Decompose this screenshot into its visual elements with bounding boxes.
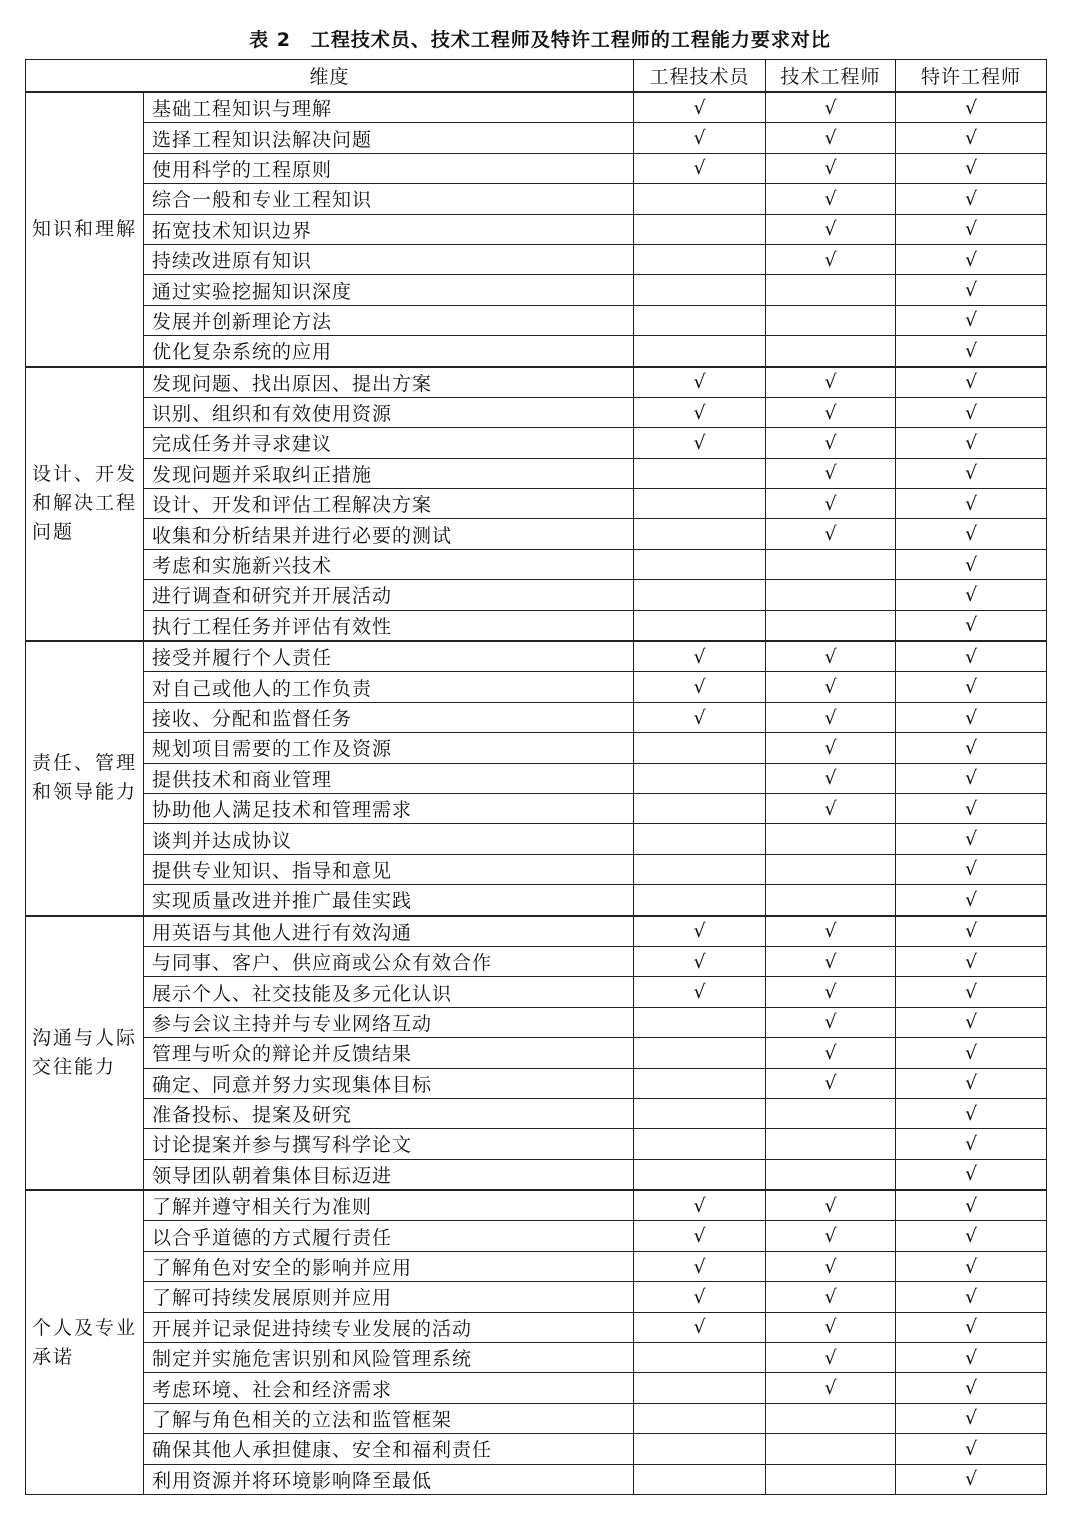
table-row [26,1251,1047,1281]
table-row [26,92,1047,123]
check-mark-chartered-engineer: √ [896,702,1047,732]
empty-cell-technician [634,336,766,367]
empty-cell-incorporated-engineer [766,1159,896,1190]
check-mark-chartered-engineer: √ [896,672,1047,702]
check-mark-incorporated-engineer: √ [766,1190,896,1221]
check-mark-technician: √ [634,672,766,702]
table-row [26,1038,1047,1068]
check-mark-chartered-engineer: √ [896,153,1047,183]
competency-table [25,59,1047,1495]
table-row [26,214,1047,244]
item-label: 考虑和实施新兴技术 [144,549,634,579]
check-mark-technician: √ [634,946,766,976]
item-label: 持续改进原有知识 [144,244,634,274]
check-mark-chartered-engineer: √ [896,489,1047,519]
check-mark-incorporated-engineer: √ [766,1312,896,1342]
check-mark-chartered-engineer: √ [896,1251,1047,1281]
check-mark-incorporated-engineer: √ [766,428,896,458]
empty-cell-incorporated-engineer [766,1434,896,1464]
empty-cell-technician [634,580,766,610]
check-mark-chartered-engineer: √ [896,1129,1047,1159]
check-mark-technician: √ [634,1190,766,1221]
empty-cell-incorporated-engineer [766,610,896,641]
check-mark-technician: √ [634,1251,766,1281]
check-mark-chartered-engineer: √ [896,1098,1047,1128]
check-mark-incorporated-engineer: √ [766,1251,896,1281]
item-label: 发展并创新理论方法 [144,305,634,335]
empty-cell-technician [634,1464,766,1494]
table-row [26,1434,1047,1464]
item-label: 协助他人满足技术和管理需求 [144,793,634,823]
table-row [26,244,1047,274]
check-mark-chartered-engineer: √ [896,916,1047,947]
table-row [26,977,1047,1007]
category-cell: 沟通与人际交往能力 [26,916,144,1191]
check-mark-technician: √ [634,92,766,123]
check-mark-incorporated-engineer: √ [766,1221,896,1251]
check-mark-incorporated-engineer: √ [766,1068,896,1098]
table-row [26,1159,1047,1190]
item-label: 选择工程知识法解决问题 [144,123,634,153]
check-mark-incorporated-engineer: √ [766,1282,896,1312]
empty-cell-technician [634,885,766,916]
empty-cell-incorporated-engineer [766,580,896,610]
table-row [26,1221,1047,1251]
check-mark-chartered-engineer: √ [896,519,1047,549]
empty-cell-incorporated-engineer [766,336,896,367]
table-row [26,702,1047,732]
check-mark-technician: √ [634,1221,766,1251]
table-row [26,610,1047,641]
empty-cell-technician [634,1373,766,1403]
check-mark-incorporated-engineer: √ [766,1373,896,1403]
item-label: 准备投标、提案及研究 [144,1098,634,1128]
empty-cell-incorporated-engineer [766,549,896,579]
table-row [26,123,1047,153]
check-mark-incorporated-engineer: √ [766,733,896,763]
table-body [26,92,1047,1494]
item-label: 参与会议主持并与专业网络互动 [144,1007,634,1037]
item-label: 谈判并达成协议 [144,824,634,854]
check-mark-chartered-engineer: √ [896,305,1047,335]
table-row [26,153,1047,183]
check-mark-chartered-engineer: √ [896,946,1047,976]
check-mark-chartered-engineer: √ [896,610,1047,641]
empty-cell-technician [634,184,766,214]
table-row [26,336,1047,367]
item-label: 对自己或他人的工作负责 [144,672,634,702]
check-mark-incorporated-engineer: √ [766,977,896,1007]
check-mark-chartered-engineer: √ [896,854,1047,884]
table-row [26,916,1047,947]
empty-cell-technician [634,214,766,244]
item-label: 使用科学的工程原则 [144,153,634,183]
check-mark-technician: √ [634,153,766,183]
empty-cell-technician [634,763,766,793]
check-mark-chartered-engineer: √ [896,1403,1047,1433]
check-mark-incorporated-engineer: √ [766,214,896,244]
empty-cell-technician [634,458,766,488]
table-row [26,793,1047,823]
empty-cell-technician [634,275,766,305]
item-label: 提供专业知识、指导和意见 [144,854,634,884]
item-label: 了解并遵守相关行为准则 [144,1190,634,1221]
table-row [26,733,1047,763]
item-label: 提供技术和商业管理 [144,763,634,793]
check-mark-technician: √ [634,977,766,1007]
table-row [26,397,1047,427]
check-mark-chartered-engineer: √ [896,1159,1047,1190]
check-mark-chartered-engineer: √ [896,549,1047,579]
item-label: 综合一般和专业工程知识 [144,184,634,214]
check-mark-chartered-engineer: √ [896,428,1047,458]
check-mark-chartered-engineer: √ [896,1007,1047,1037]
table-row [26,458,1047,488]
check-mark-chartered-engineer: √ [896,977,1047,1007]
header-chartered-engineer: 特许工程师 [896,60,1047,93]
item-label: 利用资源并将环境影响降至最低 [144,1464,634,1494]
item-label: 执行工程任务并评估有效性 [144,610,634,641]
item-label: 实现质量改进并推广最佳实践 [144,885,634,916]
table-row [26,580,1047,610]
item-label: 了解与角色相关的立法和监管框架 [144,1403,634,1433]
check-mark-incorporated-engineer: √ [766,184,896,214]
empty-cell-technician [634,733,766,763]
header-incorporated-engineer: 技术工程师 [766,60,896,93]
table-row [26,184,1047,214]
check-mark-incorporated-engineer: √ [766,519,896,549]
check-mark-technician: √ [634,1282,766,1312]
check-mark-chartered-engineer: √ [896,397,1047,427]
table-row [26,1098,1047,1128]
item-label: 设计、开发和评估工程解决方案 [144,489,634,519]
table-row [26,1282,1047,1312]
check-mark-incorporated-engineer: √ [766,1038,896,1068]
check-mark-chartered-engineer: √ [896,641,1047,672]
check-mark-incorporated-engineer: √ [766,92,896,123]
item-label: 了解角色对安全的影响并应用 [144,1251,634,1281]
check-mark-chartered-engineer: √ [896,1282,1047,1312]
empty-cell-technician [634,1068,766,1098]
item-label: 以合乎道德的方式履行责任 [144,1221,634,1251]
check-mark-technician: √ [634,397,766,427]
item-label: 讨论提案并参与撰写科学论文 [144,1129,634,1159]
check-mark-chartered-engineer: √ [896,1068,1047,1098]
check-mark-technician: √ [634,916,766,947]
table-row [26,1007,1047,1037]
header-row [26,60,1047,93]
empty-cell-technician [634,1129,766,1159]
empty-cell-technician [634,793,766,823]
item-label: 通过实验挖掘知识深度 [144,275,634,305]
check-mark-incorporated-engineer: √ [766,397,896,427]
check-mark-chartered-engineer: √ [896,1190,1047,1221]
check-mark-incorporated-engineer: √ [766,702,896,732]
item-label: 发现问题并采取纠正措施 [144,458,634,488]
check-mark-chartered-engineer: √ [896,244,1047,274]
empty-cell-technician [634,244,766,274]
check-mark-incorporated-engineer: √ [766,123,896,153]
table-row [26,1464,1047,1494]
check-mark-chartered-engineer: √ [896,763,1047,793]
check-mark-chartered-engineer: √ [896,1312,1047,1342]
header-dimension: 维度 [26,60,634,93]
empty-cell-technician [634,1159,766,1190]
check-mark-chartered-engineer: √ [896,275,1047,305]
table-row [26,854,1047,884]
item-label: 进行调查和研究并开展活动 [144,580,634,610]
empty-cell-incorporated-engineer [766,1129,896,1159]
item-label: 制定并实施危害识别和风险管理系统 [144,1343,634,1373]
check-mark-chartered-engineer: √ [896,1343,1047,1373]
empty-cell-technician [634,610,766,641]
check-mark-incorporated-engineer: √ [766,793,896,823]
table-row [26,1373,1047,1403]
empty-cell-incorporated-engineer [766,1464,896,1494]
check-mark-chartered-engineer: √ [896,793,1047,823]
category-cell: 设计、开发和解决工程问题 [26,367,144,642]
empty-cell-incorporated-engineer [766,885,896,916]
empty-cell-technician [634,489,766,519]
empty-cell-technician [634,1434,766,1464]
check-mark-incorporated-engineer: √ [766,1007,896,1037]
table-title: 表 2 工程技术员、技术工程师及特许工程师的工程能力要求对比 [249,29,831,51]
item-label: 基础工程知识与理解 [144,92,634,123]
empty-cell-incorporated-engineer [766,854,896,884]
empty-cell-technician [634,549,766,579]
check-mark-chartered-engineer: √ [896,458,1047,488]
check-mark-incorporated-engineer: √ [766,153,896,183]
table-row [26,428,1047,458]
table-row [26,489,1047,519]
empty-cell-incorporated-engineer [766,305,896,335]
table-row [26,1343,1047,1373]
item-label: 发现问题、找出原因、提出方案 [144,367,634,398]
table-row [26,672,1047,702]
table-row [26,367,1047,398]
check-mark-technician: √ [634,641,766,672]
empty-cell-technician [634,1343,766,1373]
item-label: 管理与听众的辩论并反馈结果 [144,1038,634,1068]
check-mark-incorporated-engineer: √ [766,672,896,702]
table-row [26,641,1047,672]
check-mark-incorporated-engineer: √ [766,367,896,398]
empty-cell-incorporated-engineer [766,1403,896,1433]
item-label: 用英语与其他人进行有效沟通 [144,916,634,947]
check-mark-technician: √ [634,367,766,398]
table-row [26,824,1047,854]
item-label: 考虑环境、社会和经济需求 [144,1373,634,1403]
item-label: 拓宽技术知识边界 [144,214,634,244]
item-label: 开展并记录促进持续专业发展的活动 [144,1312,634,1342]
empty-cell-incorporated-engineer [766,1098,896,1128]
item-label: 确保其他人承担健康、安全和福利责任 [144,1434,634,1464]
check-mark-chartered-engineer: √ [896,1373,1047,1403]
check-mark-incorporated-engineer: √ [766,916,896,947]
check-mark-incorporated-engineer: √ [766,763,896,793]
item-label: 规划项目需要的工作及资源 [144,733,634,763]
check-mark-chartered-engineer: √ [896,123,1047,153]
table-row [26,763,1047,793]
check-mark-incorporated-engineer: √ [766,946,896,976]
check-mark-incorporated-engineer: √ [766,458,896,488]
check-mark-incorporated-engineer: √ [766,489,896,519]
table-row [26,1129,1047,1159]
table-row [26,305,1047,335]
empty-cell-technician [634,305,766,335]
table-row [26,1403,1047,1433]
item-label: 与同事、客户、供应商或公众有效合作 [144,946,634,976]
check-mark-chartered-engineer: √ [896,336,1047,367]
check-mark-chartered-engineer: √ [896,214,1047,244]
check-mark-chartered-engineer: √ [896,1221,1047,1251]
check-mark-chartered-engineer: √ [896,733,1047,763]
empty-cell-technician [634,824,766,854]
table-row [26,549,1047,579]
empty-cell-technician [634,854,766,884]
category-cell: 知识和理解 [26,92,144,367]
item-label: 领导团队朝着集体目标迈进 [144,1159,634,1190]
item-label: 优化复杂系统的应用 [144,336,634,367]
table-row [26,519,1047,549]
empty-cell-incorporated-engineer [766,275,896,305]
check-mark-chartered-engineer: √ [896,1464,1047,1494]
table-row [26,946,1047,976]
empty-cell-technician [634,1038,766,1068]
check-mark-technician: √ [634,123,766,153]
check-mark-technician: √ [634,428,766,458]
header-technician: 工程技术员 [634,60,766,93]
check-mark-chartered-engineer: √ [896,184,1047,214]
check-mark-technician: √ [634,702,766,732]
check-mark-chartered-engineer: √ [896,92,1047,123]
table-row [26,1068,1047,1098]
item-label: 接受并履行个人责任 [144,641,634,672]
check-mark-incorporated-engineer: √ [766,244,896,274]
check-mark-chartered-engineer: √ [896,580,1047,610]
check-mark-chartered-engineer: √ [896,885,1047,916]
check-mark-chartered-engineer: √ [896,824,1047,854]
item-label: 确定、同意并努力实现集体目标 [144,1068,634,1098]
item-label: 接收、分配和监督任务 [144,702,634,732]
empty-cell-technician [634,1007,766,1037]
category-cell: 个人及专业承诺 [26,1190,144,1494]
empty-cell-incorporated-engineer [766,824,896,854]
check-mark-chartered-engineer: √ [896,1434,1047,1464]
empty-cell-technician [634,1098,766,1128]
item-label: 收集和分析结果并进行必要的测试 [144,519,634,549]
table-row [26,885,1047,916]
check-mark-incorporated-engineer: √ [766,1343,896,1373]
item-label: 展示个人、社交技能及多元化认识 [144,977,634,1007]
item-label: 完成任务并寻求建议 [144,428,634,458]
check-mark-chartered-engineer: √ [896,1038,1047,1068]
check-mark-incorporated-engineer: √ [766,641,896,672]
empty-cell-technician [634,519,766,549]
item-label: 识别、组织和有效使用资源 [144,397,634,427]
table-row [26,275,1047,305]
check-mark-technician: √ [634,1312,766,1342]
empty-cell-technician [634,1403,766,1433]
item-label: 了解可持续发展原则并应用 [144,1282,634,1312]
category-cell: 责任、管理和领导能力 [26,641,144,916]
check-mark-chartered-engineer: √ [896,367,1047,398]
table-row [26,1312,1047,1342]
table-row [26,1190,1047,1221]
